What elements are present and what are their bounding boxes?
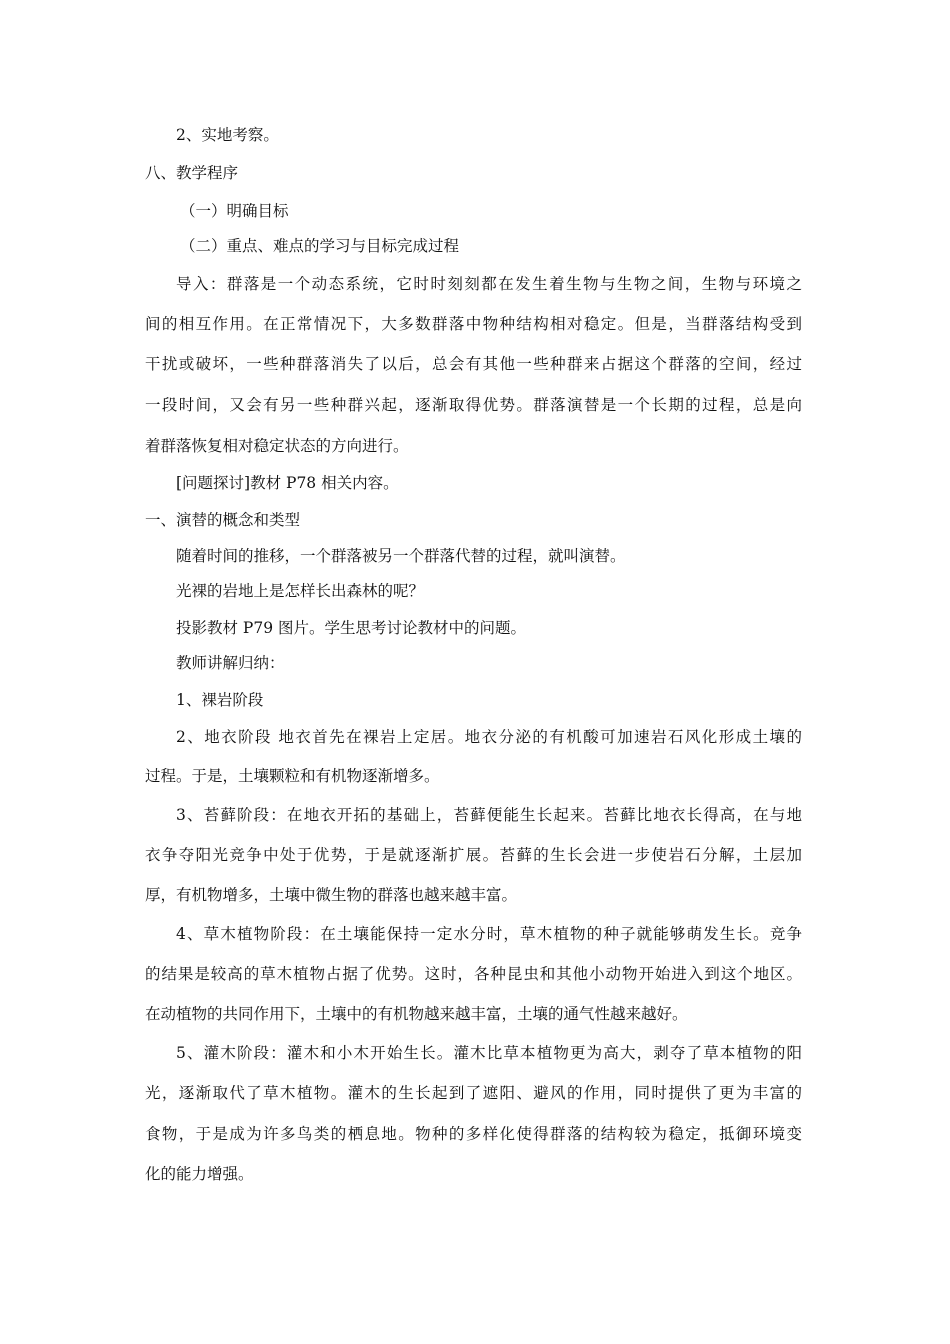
paragraph-line: 导入：群落是一个动态系统，它时时刻刻都在发生着生物与生物之间，生物与环境之 [176,275,802,293]
paragraph-line: 化的能力增强。 [145,1165,254,1183]
paragraph-line: 过程。于是，土壤颗粒和有机物逐渐增多。 [145,767,440,785]
list-item: 5、灌木阶段：灌木和小木开始生长。灌木比草本植物更为高大，剥夺了草本植物的阳 [176,1044,802,1062]
paragraph-line: [问题探讨]教材 P78 相关内容。 [176,474,399,492]
subsection-heading: （一）明确目标 [180,202,289,220]
paragraph-line: 光裸的岩地上是怎样长出森林的呢？ [176,582,425,600]
paragraph-line: 一段时间，又会有另一些种群兴起，逐渐取得优势。群落演替是一个长期的过程，总是向 [145,396,802,414]
paragraph-line: 在动植物的共同作用下，土壤中的有机物越来越丰富，土壤的通气性越来越好。 [145,1005,688,1023]
paragraph-line: 厚，有机物增多，土壤中微生物的群落也越来越丰富。 [145,886,518,904]
list-item: 3、苔藓阶段：在地衣开拓的基础上，苔藓便能生长起来。苔藓比地衣长得高，在与地 [176,806,802,824]
subsection-heading: （二）重点、难点的学习与目标完成过程 [180,237,460,255]
paragraph-line: 的结果是较高的草木植物占据了优势。这时，各种昆虫和其他小动物开始进入到这个地区。 [145,965,802,983]
paragraph-line: 2、实地考察。 [176,126,279,144]
paragraph-line: 着群落恢复相对稳定状态的方向进行。 [145,437,409,455]
paragraph-line: 投影教材 P79 图片。学生思考讨论教材中的问题。 [176,619,527,637]
paragraph-line: 随着时间的推移，一个群落被另一个群落代替的过程，就叫演替。 [176,547,626,565]
paragraph-line: 衣争夺阳光竞争中处于优势，于是就逐渐扩展。苔藓的生长会进一步使岩石分解，土层加 [145,846,802,864]
paragraph-line: 干扰或破坏，一些种群落消失了以后，总会有其他一些种群来占据这个群落的空间，经过 [145,355,802,373]
list-item: 1、裸岩阶段 [176,691,264,709]
paragraph-line: 教师讲解归纳： [176,654,285,672]
paragraph-line: 食物，于是成为许多鸟类的栖息地。物种的多样化使得群落的结构较为稳定，抵御环境变 [145,1125,802,1143]
paragraph-line: 间的相互作用。在正常情况下，大多数群落中物种结构相对稳定。但是，当群落结构受到 [145,315,802,333]
list-item: 4、草木植物阶段：在土壤能保持一定水分时，草木植物的种子就能够萌发生长。竞争 [176,925,802,943]
section-heading: 八、教学程序 [145,164,239,182]
section-heading: 一、演替的概念和类型 [145,511,301,529]
list-item: 2、地衣阶段 地衣首先在裸岩上定居。地衣分泌的有机酸可加速岩石风化形成土壤的 [176,728,802,746]
paragraph-line: 光，逐渐取代了草木植物。灌木的生长起到了遮阳、避风的作用，同时提供了更为丰富的 [145,1084,802,1102]
